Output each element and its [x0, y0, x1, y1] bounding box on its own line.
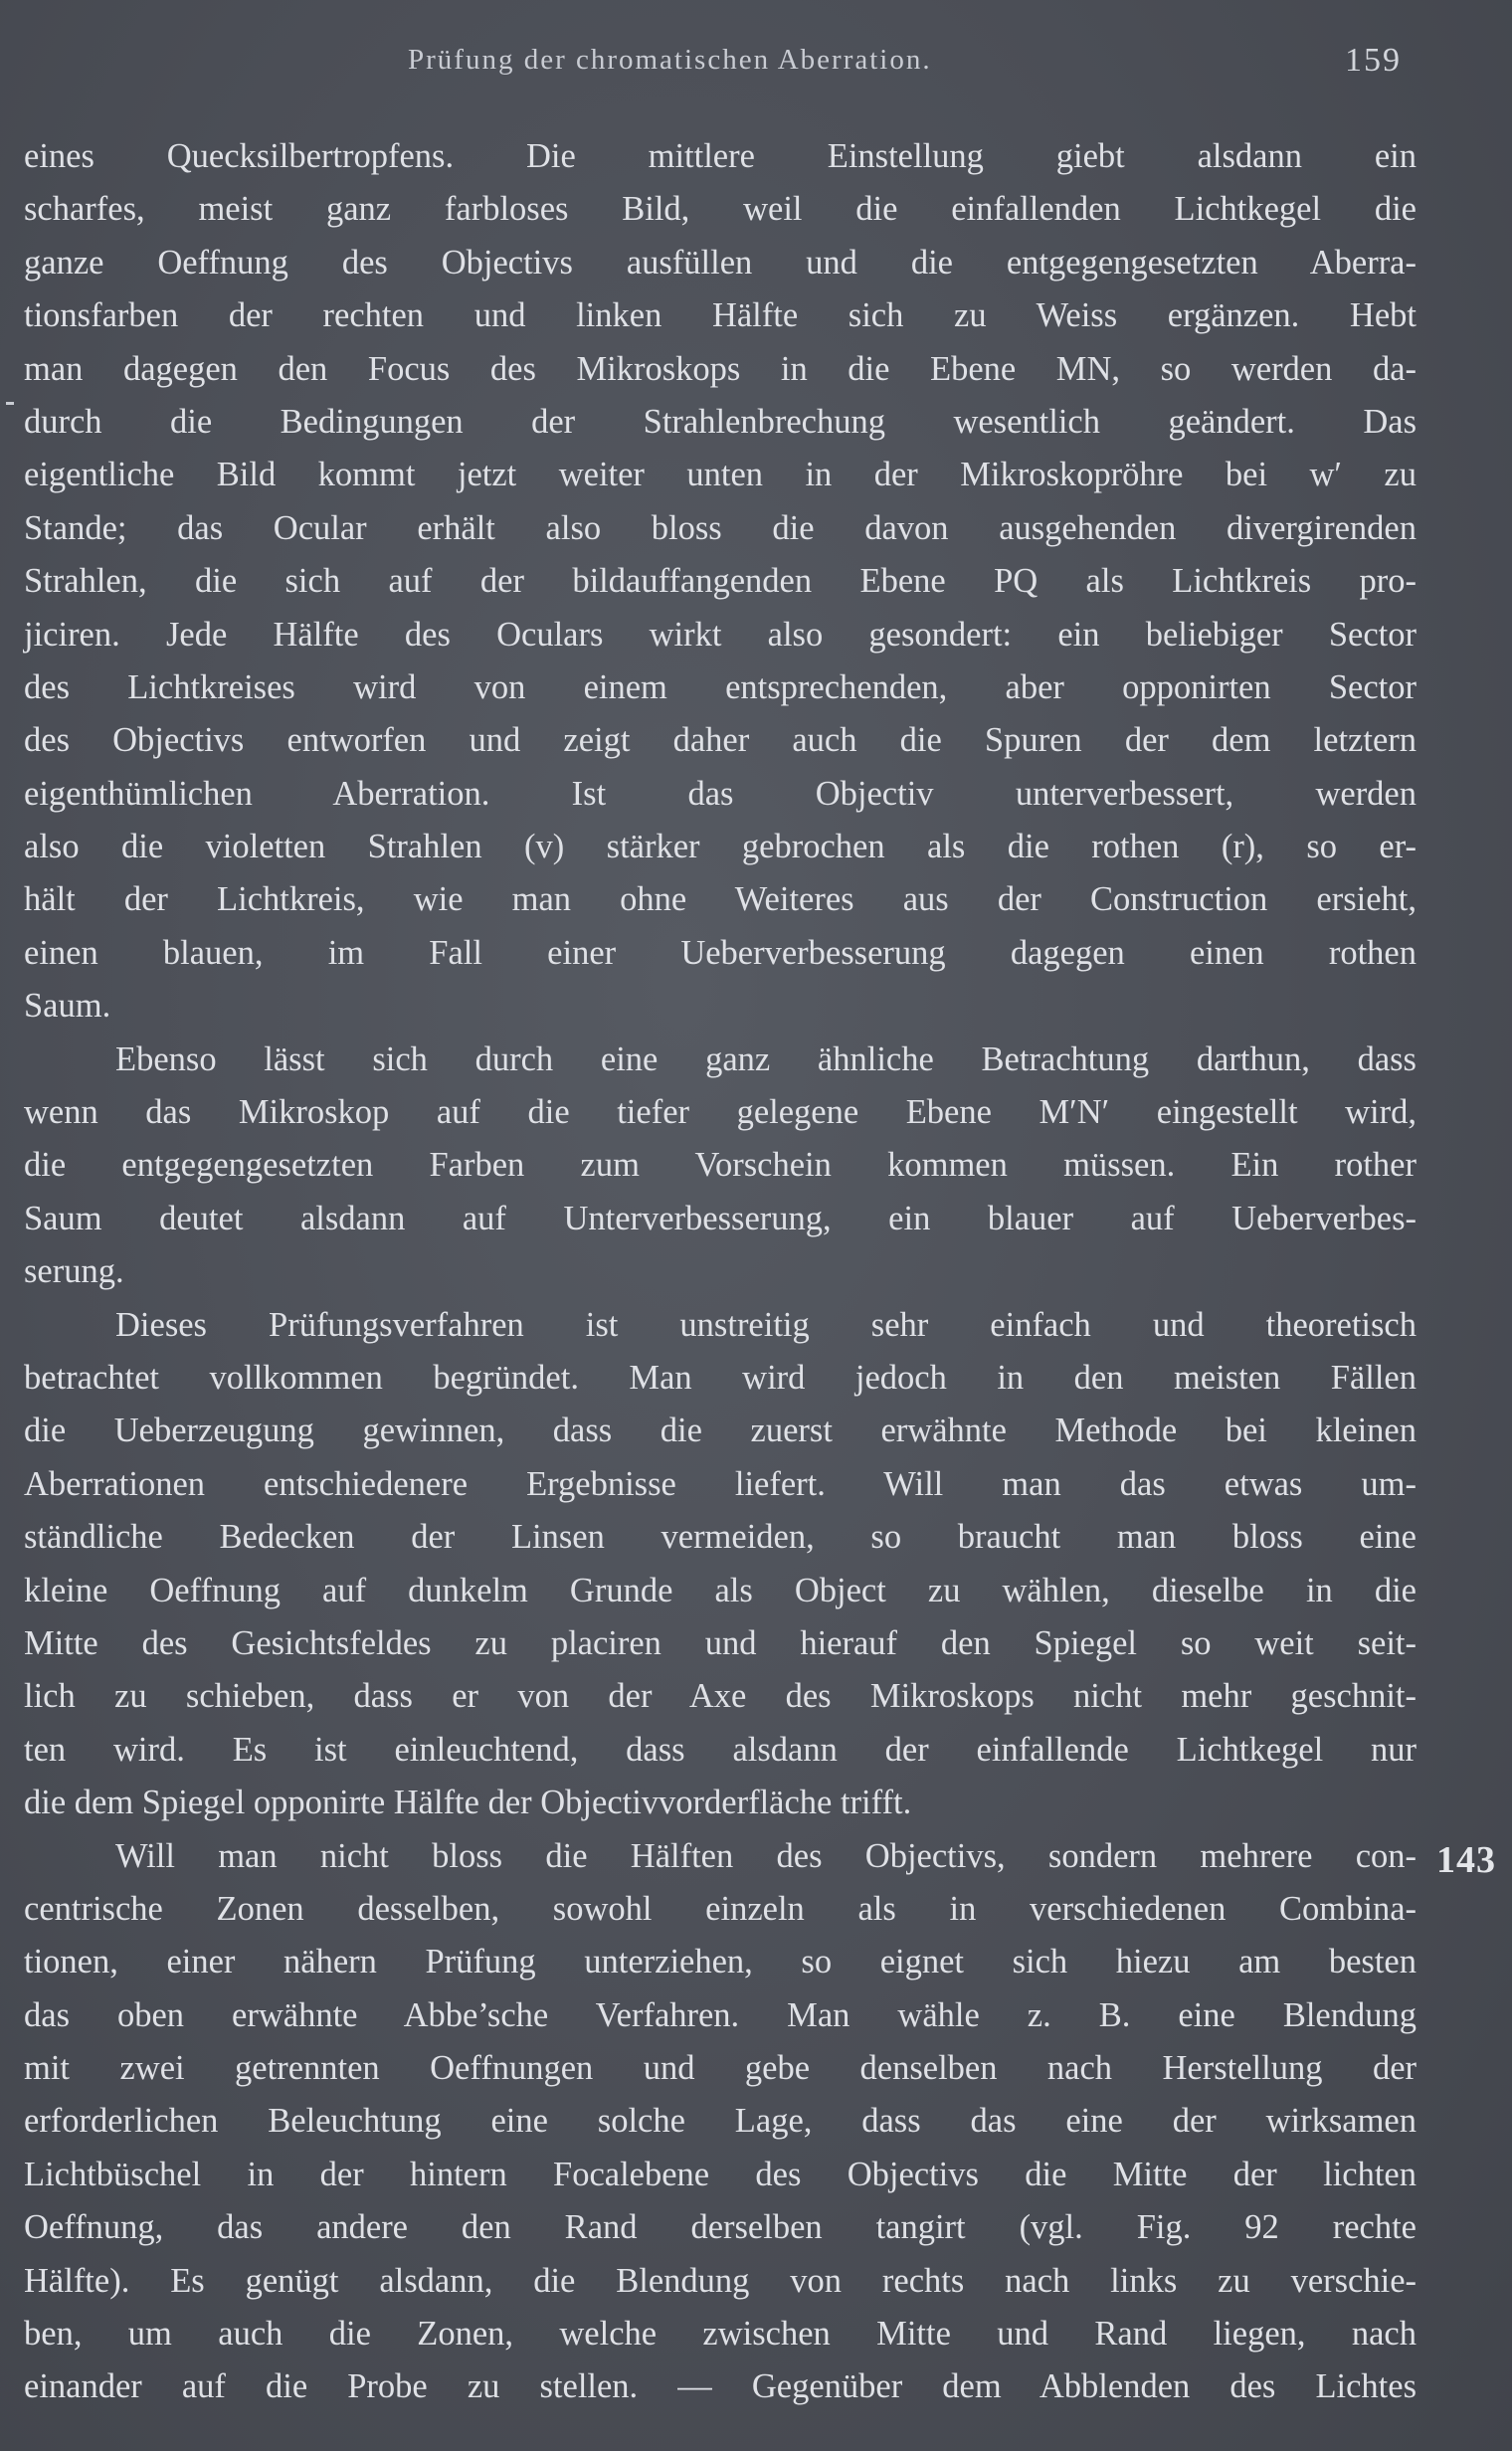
- text-line: durch die Bedingungen der Strahlenbrechung wesentlich geändert. Das: [24, 402, 1417, 441]
- text-line: scharfes, meist ganz farbloses Bild, weil die einfallenden Lichtkegel die: [24, 190, 1417, 229]
- text-line: Aberrationen entschiedenere Ergebnisse liefert. Will man das etwas um-: [24, 1464, 1417, 1503]
- page-header: [0, 44, 1512, 84]
- text-line: betrachtet vollkommen begründet. Man wird jedoch in den meisten Fällen: [24, 1358, 1417, 1397]
- text-line: ganze Oeffnung des Objectivs ausfüllen und die entgegengesetzten Aberra-: [24, 243, 1417, 282]
- text-line: mit zwei getrennten Oeffnungen und gebe denselben nach Herstellung der: [24, 2049, 1417, 2088]
- text-line: wenn das Mikroskop auf die tiefer gelegene Ebene M′N′ eingestellt wird,: [24, 1093, 1417, 1132]
- text-line: Oeffnung, das andere den Rand derselben tangirt (vgl. Fig. 92 rechte: [24, 2208, 1417, 2247]
- text-line: eigentliche Bild kommt jetzt weiter unten in der Mikroskopröhre bei w′ zu: [24, 456, 1417, 494]
- text-line: ben, um auch die Zonen, welche zwischen Mitte und Rand liegen, nach: [24, 2315, 1417, 2354]
- page-number: 159: [1345, 42, 1402, 79]
- text-line: die dem Spiegel opponirte Hälfte der Objectivvorderfläche trifft.: [24, 1784, 912, 1822]
- margin-dash-mark: [6, 402, 14, 405]
- text-line: des Objectivs entworfen und zeigt daher auch die Spuren der dem letztern: [24, 721, 1417, 760]
- running-title: Prüfung der chromatischen Aberration.: [408, 44, 932, 76]
- text-line: Strahlen, die sich auf der bildauffangenden Ebene PQ als Lichtkreis pro-: [24, 562, 1417, 601]
- text-line: die entgegengesetzten Farben zum Vorschein kommen müssen. Ein rother: [24, 1146, 1417, 1185]
- text-line: jiciren. Jede Hälfte des Oculars wirkt also gesondert: ein beliebiger Sector: [24, 615, 1417, 654]
- text-line: kleine Oeffnung auf dunkelm Grunde als Object zu wählen, dieselbe in die: [24, 1571, 1417, 1609]
- text-line: eigenthümlichen Aberration. Ist das Objectiv unterverbessert, werden: [24, 774, 1417, 813]
- text-line: lich zu schieben, dass er von der Axe des Mikroskops nicht mehr geschnit-: [24, 1677, 1417, 1716]
- text-line: ten wird. Es ist einleuchtend, dass alsdann der einfallende Lichtkegel nur: [24, 1730, 1417, 1769]
- text-line: erforderlichen Beleuchtung eine solche Lage, dass das eine der wirksamen: [24, 2102, 1417, 2141]
- text-line: einen blauen, im Fall einer Ueberverbesserung dagegen einen rothen: [24, 933, 1417, 972]
- text-line: Saum deutet alsdann auf Unterverbesserung, ein blauer auf Ueberverbes-: [24, 1199, 1417, 1237]
- text-line: Lichtbüschel in der hintern Focalebene des Objectivs die Mitte der lichten: [24, 2155, 1417, 2193]
- text-line: Will man nicht bloss die Hälften des Objectivs, sondern mehrere con-: [115, 1836, 1417, 1875]
- margin-section-number: 143: [1436, 1839, 1496, 1881]
- text-line: einander auf die Probe zu stellen. — Gegenüber dem Abblenden des Lichtes: [24, 2367, 1417, 2406]
- text-line: ständliche Bedecken der Linsen vermeiden, so braucht man bloss eine: [24, 1518, 1417, 1557]
- text-line: man dagegen den Focus des Mikroskops in die Ebene MN, so werden da-: [24, 349, 1417, 388]
- text-line: centrische Zonen desselben, sowohl einzeln als in verschiedenen Combina-: [24, 1889, 1417, 1928]
- text-line: die Ueberzeugung gewinnen, dass die zuerst erwähnte Methode bei kleinen: [24, 1412, 1417, 1450]
- text-line: also die violetten Strahlen (v) stärker gebrochen als die rothen (r), so er-: [24, 828, 1417, 866]
- text-line: des Lichtkreises wird von einem entsprechenden, aber opponirten Sector: [24, 667, 1417, 706]
- text-line: Saum.: [24, 987, 111, 1026]
- text-line: Ebenso lässt sich durch eine ganz ähnliche Betrachtung darthun, dass: [115, 1039, 1417, 1078]
- text-line: eines Quecksilbertropfens. Die mittlere Einstellung giebt alsdann ein: [24, 137, 1417, 175]
- text-line: das oben erwähnte Abbe’sche Verfahren. Man wähle z. B. eine Blendung: [24, 1995, 1417, 2034]
- text-line: hält der Lichtkreis, wie man ohne Weiteres aus der Construction ersieht,: [24, 880, 1417, 919]
- text-line: Hälfte). Es genügt alsdann, die Blendung von rechts nach links zu verschie-: [24, 2261, 1417, 2300]
- body-text: [24, 130, 1417, 2414]
- text-line: tionen, einer nähern Prüfung unterziehen, so eignet sich hiezu am besten: [24, 1943, 1417, 1981]
- text-line: Stande; das Ocular erhält also bloss die davon ausgehenden divergirenden: [24, 508, 1417, 547]
- text-line: serung.: [24, 1252, 124, 1291]
- text-line: Mitte des Gesichtsfeldes zu placiren und hierauf den Spiegel so weit seit-: [24, 1623, 1417, 1662]
- text-line: tionsfarben der rechten und linken Hälfte sich zu Weiss ergänzen. Hebt: [24, 296, 1417, 335]
- text-line: Dieses Prüfungsverfahren ist unstreitig sehr einfach und theoretisch: [115, 1305, 1417, 1344]
